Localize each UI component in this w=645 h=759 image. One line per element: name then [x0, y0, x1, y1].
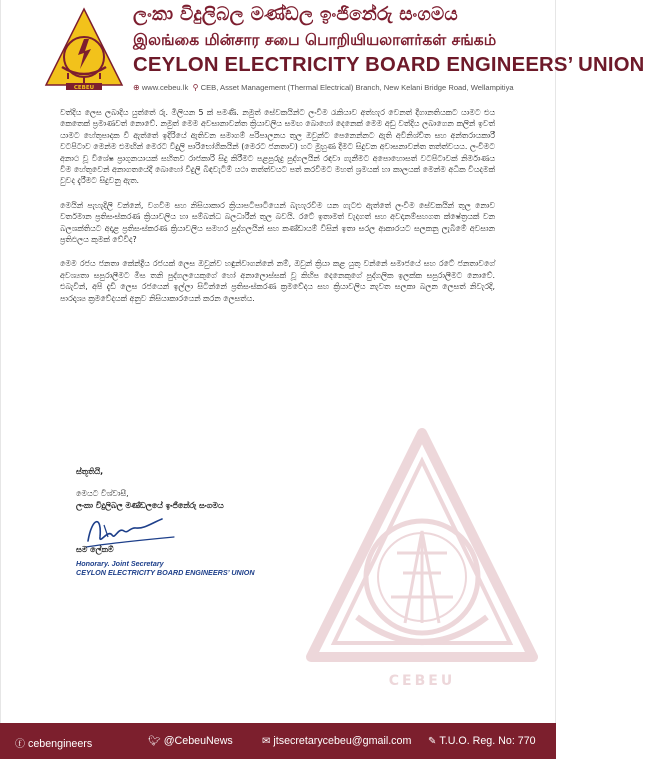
letter-body	[60, 107, 495, 317]
org-name-english: CEYLON ELECTRICITY BOARD ENGINEERS’ UNION	[133, 54, 645, 76]
signatory-role	[76, 560, 255, 577]
logo-text: CEBEU	[73, 85, 95, 91]
footer-bar	[0, 723, 556, 759]
globe-icon: ⊕	[133, 83, 140, 92]
email-icon: ✉	[262, 736, 271, 747]
pen-icon: ✎	[428, 736, 437, 747]
contact-line	[133, 83, 514, 92]
watermark-logo	[305, 427, 540, 702]
paragraph-3: මෙම රජය ජනතා කේන්ද්‍රීය රජයක් ලෙස ඔවුන්ව හඳුන්වාගන්නේ නම්, ඔවුන් ක්‍රියා කළ යුතු වන්නේ සමාජයේ සහ රටේ ජනතාවගේ අවශ්‍යතා සපුරාලීමට මිස තනි පුද්ගලයෙකුගේ හෝ අනාලොස්සක් වූ කිහිප දෙනෙකුගේ පුද්ගලික ඉලක්ක සපුරාලීමට නොවේ. එබැවින්, අපි දැඩි ලෙස රජයෙන් ඉල්ලා සිටින්නේ ප්‍රතිසංස්කරණ ක්‍රමවේදය සහ ක්‍රියාවලිය නැවත සලකා බලන ලෙසත් නිවැරදි, පාරදෘශ්‍ය ක්‍රමවේදයක් අනුව නිසියාකාරයෙන් කරන ලෙසත්ය.	[60, 259, 495, 303]
facebook-handle: cebengineers	[28, 738, 93, 750]
cebeu-logo	[44, 7, 124, 92]
watermark-text: CEBEU	[388, 673, 456, 689]
website-link[interactable]: www.cebeu.lk	[141, 83, 189, 92]
footer-facebook[interactable]	[15, 735, 92, 750]
letterhead	[0, 0, 645, 102]
registration-number: T.U.O. Reg. No: 770	[439, 735, 536, 747]
signatory-role-line1: Honorary. Joint Secretary	[76, 559, 164, 568]
footer-registration	[428, 735, 536, 747]
location-pin-icon: ⚲	[190, 83, 199, 92]
closing-thanks: ස්තූතියි,	[76, 467, 104, 476]
paragraph-1: වත්දිය ලෙස ලබාදිය යුත්තේ රු. මිලියන 5 ක් පමණි. නමුත් සේවකයින්ට ලංවීම රැකියාව අත්හැර වෙනත් දීගානතියකට යාමට එය කෙතෙක් ප්‍රමාණවත් නොවේ. නමුත් මෙම අවසානාවන්ත ක්‍රියාවලිය සමඟ බොහෝ දෙනෙක් මෙම අඩු වත්දිය ලබාගෙන කලින් ඉවත් යාමට හේතුපාදක වී ඇත්තේ ඉදිරියේ ඇතිවන සමාගම් පරිපාලනය තුල ඔවුන්ට පෙනෙන්නට ඇති අවිනිශ්චිත සහ අන්තරායකාරී වටපිටාව මෙන්ම එමඟින් මෙරට විදුලි පාරිභෝගිකයින් (මෙරට ජනතාව) හට මුහුණ දීමට සිදුවන අවාසනාවන්ත තත්ත්වයය. ලංවීමට අනාථ වූ විශේෂ ප්‍රාගුනයායක් සහිතව රාජකාරි සිදු කිරීමට පළපුරුදු පුද්ගලයින් රඳවා ගැනීමට අපොහොසත් වටපිටාවක් නිර්මාණය වීම හේතුවෙන් අනාගතයේදී බොහෝ විදුලි බිඳවැටීම් යථා තත්ත්වයට පත් කරවීමට මහත් ශ්‍රමයක් හා කාලයක් මෙන්ම අධික වියදමක් වුවද දැරීමට සිදුවනු ඇත.	[60, 108, 495, 186]
twitter-handle: @CebeuNews	[163, 735, 233, 747]
address-text: CEB, Asset Management (Thermal Electrical) Branch, New Kelani Bridge Road, Wellampitiya	[200, 83, 514, 92]
footer-email[interactable]	[262, 735, 411, 747]
paragraph-2: මෙයින් පැහැදිලි වන්නේ, වගවීම සහ නිසියාකාර ක්‍රියාපටිපාටියෙන් බැහැරවීම යන ගැටළු ඇත්තේ ලංවීම සේවකයින් තුල නොව වර්තමාන ප්‍රතිසංස්කරණ ක්‍රියාවලිය හා සම්බන්ධ බලධාරීන් තුල බවයි. රටේ ඉතාමත් වැදගත් සහ අවදානම්සහගත ක්ෂේත්‍රයක් වන බලශක්තියට අදාළ ප්‍රතිසංස්කරණ ක්‍රියාවලිය සමහර පුද්ගලයින් සහ කණ්ඩායම් විසින් ඉතා සරල ආකාරයට සලකනු ලැබීමේ අවසාන ප්‍රතිඵලය කුමක් වේවිද?	[60, 200, 495, 245]
facebook-icon: ⓕ	[15, 739, 25, 750]
footer-twitter[interactable]	[148, 735, 233, 747]
org-name-tamil: இலங்கை மின்சார சபை பொறியியலாளர்கள் சங்கம்	[133, 31, 497, 49]
closing-faithfully: මෙයට විශ්වාසී,	[76, 489, 129, 498]
twitter-icon: 🐦︎	[148, 736, 161, 747]
email-address: jtsecretarycebeu@gmail.com	[273, 735, 412, 747]
signatory-role-line2: CEYLON ELECTRICITY BOARD ENGINEERS’ UNION	[76, 567, 255, 577]
org-name-sinhala: ලංකා විදුලිබල මණ්ඩල ඉංජිනේරු සංගමය	[133, 4, 458, 25]
signatory-title: සම ලේකම්	[76, 545, 114, 554]
closing-organization: ලංකා විදුලිබල මණ්ඩලයේ ඉංජිනේරු සංගමය	[76, 501, 224, 510]
